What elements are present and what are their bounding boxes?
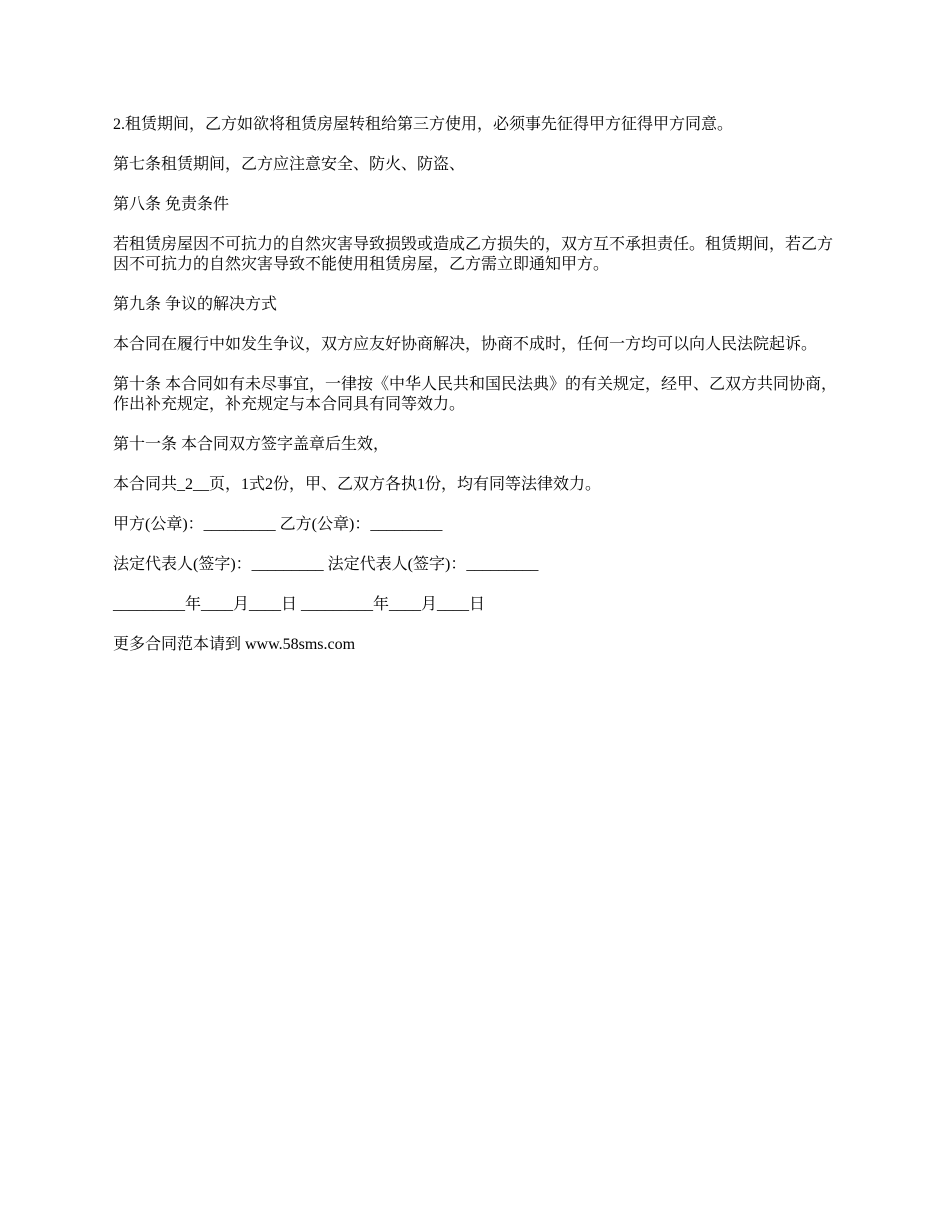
signature-date-line: _________年____月____日 _________年____月____日 (113, 596, 486, 613)
paragraph-article-10: 第十条 本合同如有未尽事宜，一律按《中华人民共和国民法典》的有关规定，经甲、乙双方共同协商，作出补充规定，补充规定与本合同具有同等效力。 (113, 376, 838, 413)
paragraph-dispute-resolution: 本合同在履行中如发生争议，双方应友好协商解决，协商不成时，任何一方均可以向人民法院起诉。 (113, 336, 818, 353)
footer-more-templates: 更多合同范本请到 www.58sms.com (113, 636, 356, 653)
heading-article-8: 第八条 免责条件 (113, 196, 230, 213)
paragraph-article-7: 第七条租赁期间，乙方应注意安全、防火、防盗、 (113, 156, 466, 173)
paragraph-article-11: 第十一条 本合同双方签字盖章后生效， (113, 436, 390, 453)
paragraph-sublet-clause: 2.租赁期间，乙方如欲将租赁房屋转租给第三方使用，必须事先征得甲方征得甲方同意。 (113, 116, 734, 133)
signature-seal-line: 甲方(公章)：_________ 乙方(公章)：_________ (113, 516, 443, 533)
document-body (113, 115, 843, 675)
heading-article-9: 第九条 争议的解决方式 (113, 296, 278, 313)
paragraph-force-majeure: 若租赁房屋因不可抗力的自然灾害导致损毁或造成乙方损失的，双方互不承担责任。租赁期间，若乙方因不可抗力的自然灾害导致不能使用租赁房屋，乙方需立即通知甲方。 (113, 236, 834, 273)
signature-representative-line: 法定代表人(签字)：_________ 法定代表人(签字)：_________ (113, 556, 539, 573)
paragraph-copies: 本合同共_2__页，1式2份，甲、乙双方各执1份，均有同等法律效力。 (113, 476, 602, 493)
